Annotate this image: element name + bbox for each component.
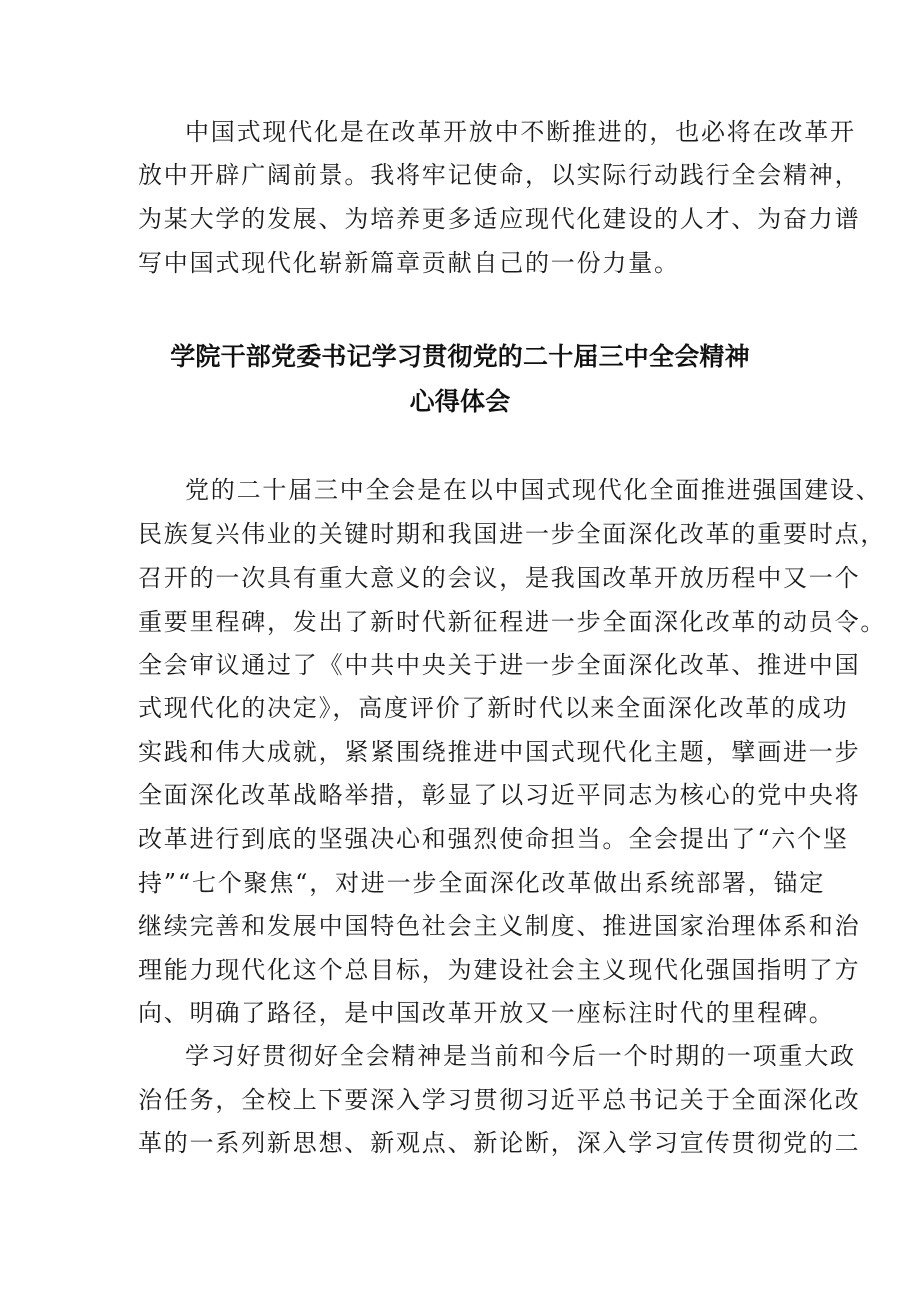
text-line: 治任务，全校上下要深入学习贯彻习近平总书记关于全面深化改 <box>138 1086 861 1114</box>
text-line: 写中国式现代化崭新篇章贡献自己的一份力量。 <box>138 249 680 277</box>
text-line: 为某大学的发展、为培养更多适应现代化建设的人才、为奋力谱 <box>138 205 861 233</box>
text-line: 向、明确了路径，是中国改革开放又一座标注时代的里程碑。 <box>138 999 835 1027</box>
article-title: 学院干部党委书记学习贯彻党的二十届三中全会精神 <box>170 342 750 371</box>
text-line: 继续完善和发展中国特色社会主义制度、推进国家治理体系和治 <box>138 912 861 940</box>
text-line: 式现代化的决定》，高度评价了新时代以来全面深化改革的成功 <box>138 694 849 722</box>
text-line: 持”“七个聚焦“，对进一步全面深化改革做出系统部署，锚定 <box>138 869 826 897</box>
text-line: 重要里程碑，发出了新时代新征程进一步全面深化改革的动员令。 <box>138 608 887 636</box>
text-line: 理能力现代化这个总目标，为建设社会主义现代化强国指明了方 <box>138 956 861 984</box>
text-line: 民族复兴伟业的关键时期和我国进一步全面深化改革的重要时点， <box>138 520 887 548</box>
text-line: 放中开辟广阔前景。我将牢记使命，以实际行动践行全会精神， <box>138 161 861 189</box>
text-line: 学习好贯彻好全会精神是当前和今后一个时期的一项重大政 <box>185 1042 856 1070</box>
text-line: 召开的一次具有重大意义的会议，是我国改革开放历程中又一个 <box>138 564 861 592</box>
text-line: 改革进行到底的坚强决心和强烈使命担当。全会提出了“六个坚 <box>138 825 849 853</box>
text-line: 全会审议通过了《中共中央关于进一步全面深化改革、推进中国 <box>138 651 861 679</box>
text-line: 全面深化改革战略举措，彰显了以习近平同志为核心的党中央将 <box>138 781 861 809</box>
text-line: 中国式现代化是在改革开放中不断推进的，也必将在改革开 <box>185 118 856 146</box>
text-line: 实践和伟大成就，紧紧围绕推进中国式现代化主题，擘画进一步 <box>138 738 861 766</box>
text-line: 党的二十届三中全会是在以中国式现代化全面推进强国建设、 <box>185 476 882 504</box>
text-line: 革的一系列新思想、新观点、新论断，深入学习宣传贯彻党的二 <box>138 1129 861 1157</box>
article-title-continued: 心得体会 <box>409 387 511 416</box>
